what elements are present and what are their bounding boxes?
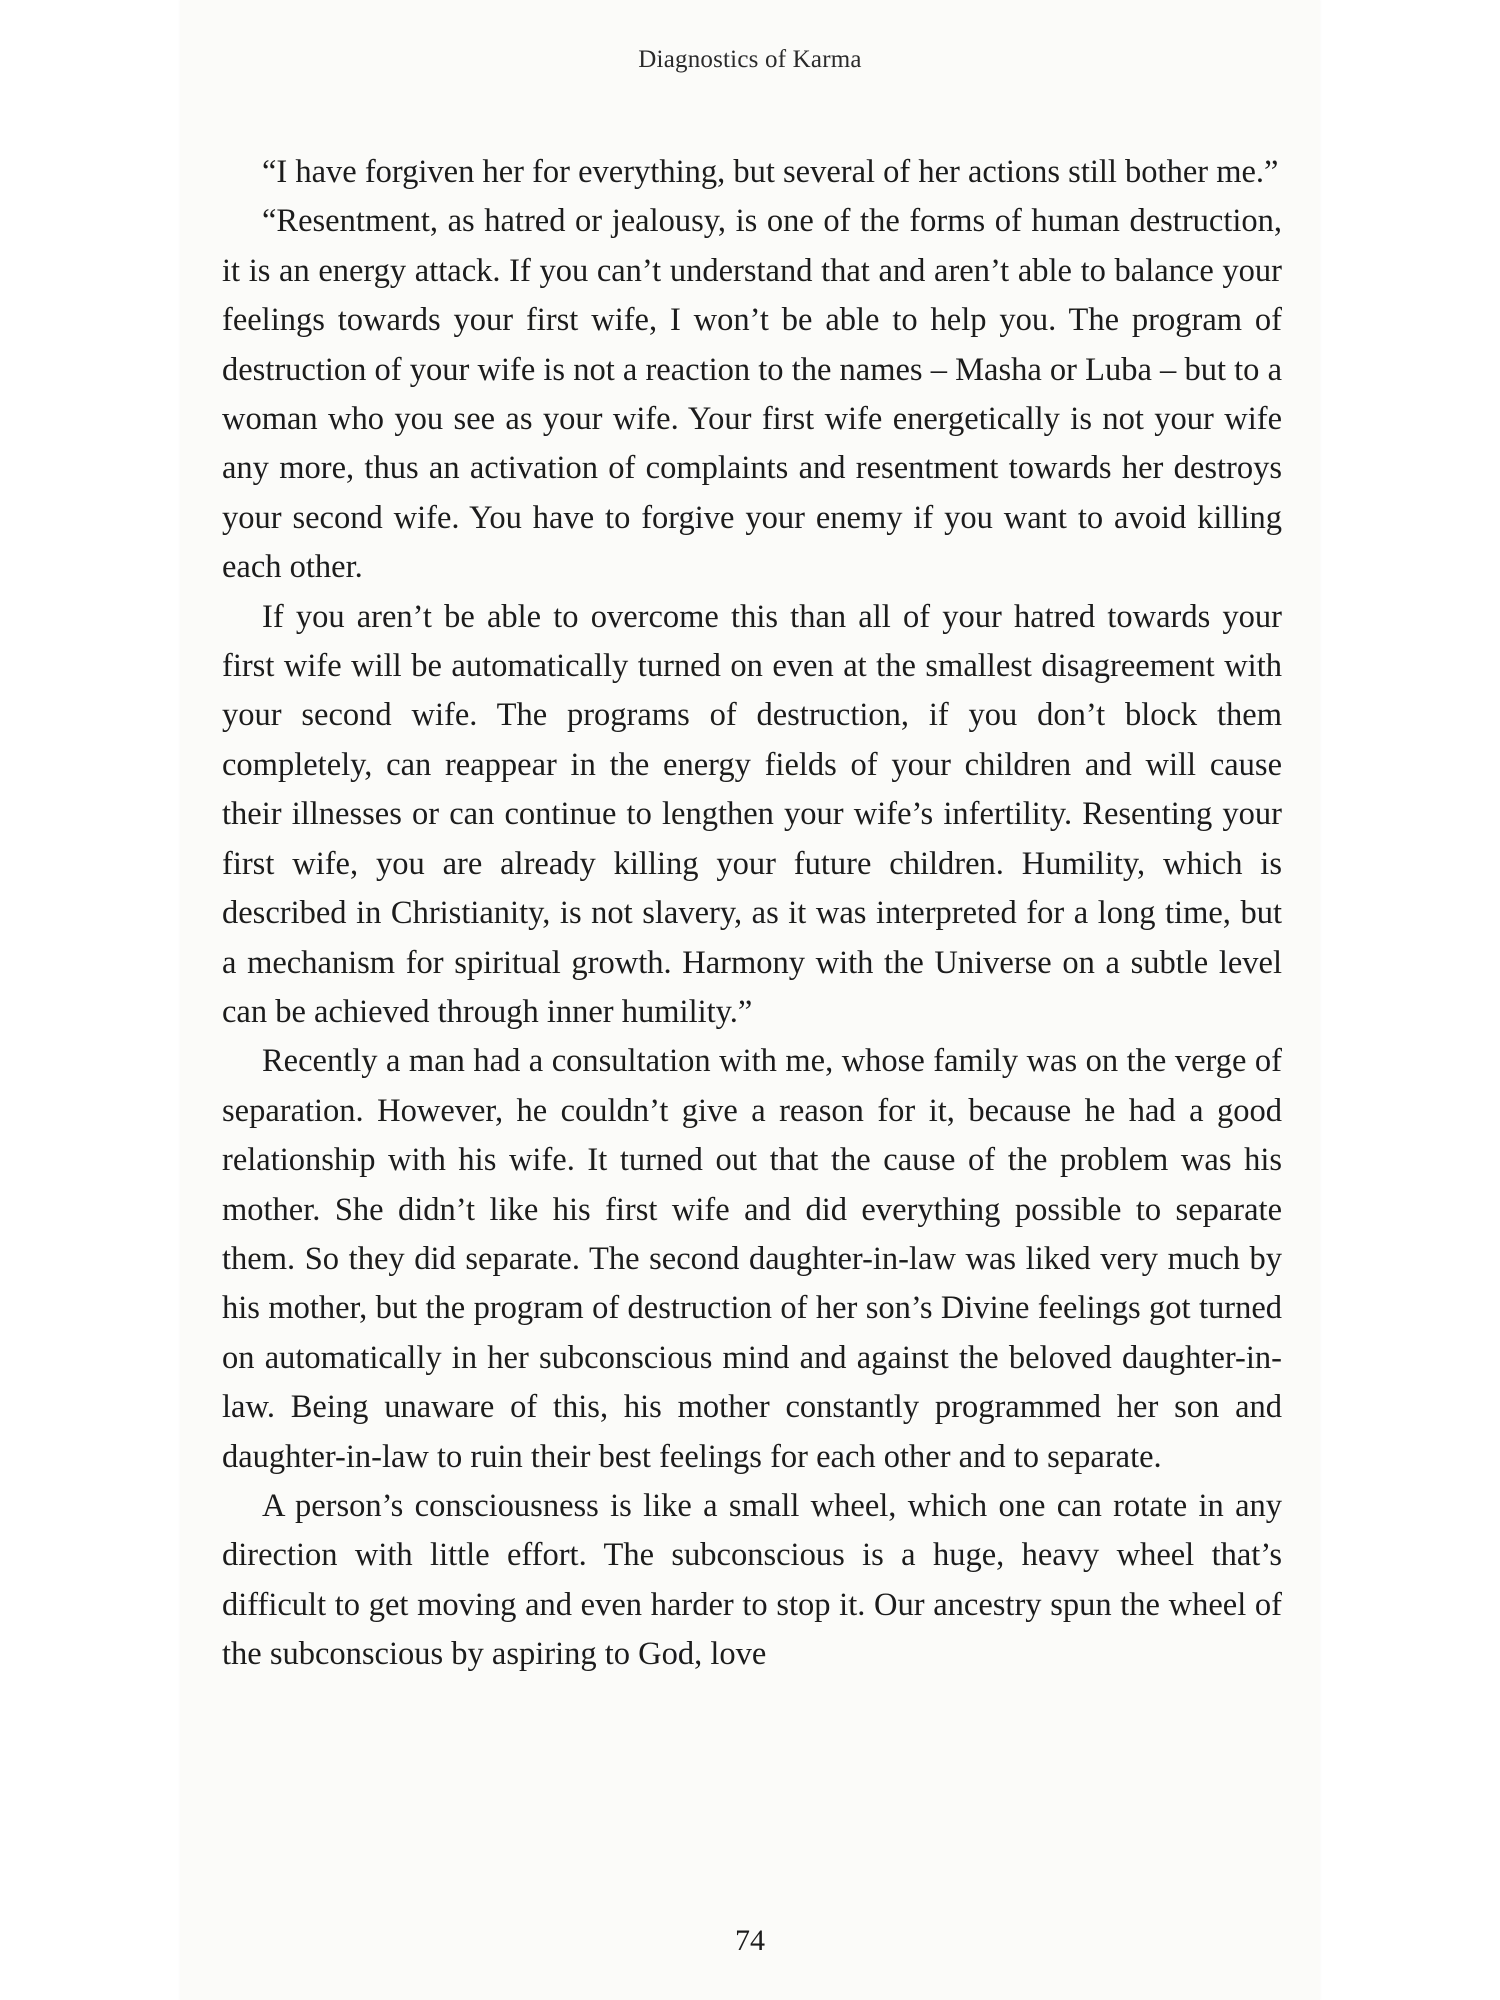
book-page [180,0,1320,2000]
paragraph-3: If you aren’t be able to overcome this than all of your hatred towards your first wife will be automatically turned on even at the smallest disagreement with your second wife. The programs of destruction, if you don’t block them completely, can reappear in the energy fields of your children and will cause their illnesses or can continue to lengthen your wife’s infertility. Resenting your first wife, you are already killing your future children. Humility, which is described in Christianity, is not slavery, as it was interpreted for a long time, but a mechanism for spiritual growth. Harmony with the Universe on a subtle level can be achieved through inner humility.” [222,598,1282,1030]
paragraph-4: Recently a man had a consultation with me, whose family was on the verge of separation. However, he couldn’t give a reason for it, because he had a good relationship with his wife. It turned out that the cause of the problem was his mother. She didn’t like his first wife and did everything possible to separate them. So they did separate. The second daughter-in-law was liked very much by his mother, but the program of destruction of her son’s Divine feelings got turned on automatically in her subconscious mind and against the beloved daughter-in-law. Being unaware of this, his mother constantly programmed her son and daughter-in-law to ruin their best feelings for each other and to separate. [222,1043,1282,1475]
paragraph-2: “Resentment, as hatred or jealousy, is one of the forms of human destruction, it is an energy attack. If you can’t understand that and aren’t able to balance your feelings towards your first wife, I won’t be able to help you. The program of destruction of your wife is not a reaction to the names – Masha or Luba – but to a woman who you see as your wife. Your first wife energetically is not your wife any more, thus an activation of complaints and resentment towards her destroys your second wife. You have to forgive your enemy if you want to avoid killing each other. [222,203,1282,586]
paragraph-5: A person’s consciousness is like a small wheel, which one can rotate in any direction with little effort. The subconscious is a huge, heavy wheel that’s difficult to get moving and even harder to stop it. Our ancestry spun the wheel of the subconscious by aspiring to God, love [222,1487,1282,1673]
page-number: 74 [735,1924,765,1957]
paragraph-1: “I have forgiven her for everything, but several of her actions still bother me.” [262,154,1279,190]
running-title: Diagnostics of Karma [638,46,862,73]
body-text [222,148,1282,1680]
